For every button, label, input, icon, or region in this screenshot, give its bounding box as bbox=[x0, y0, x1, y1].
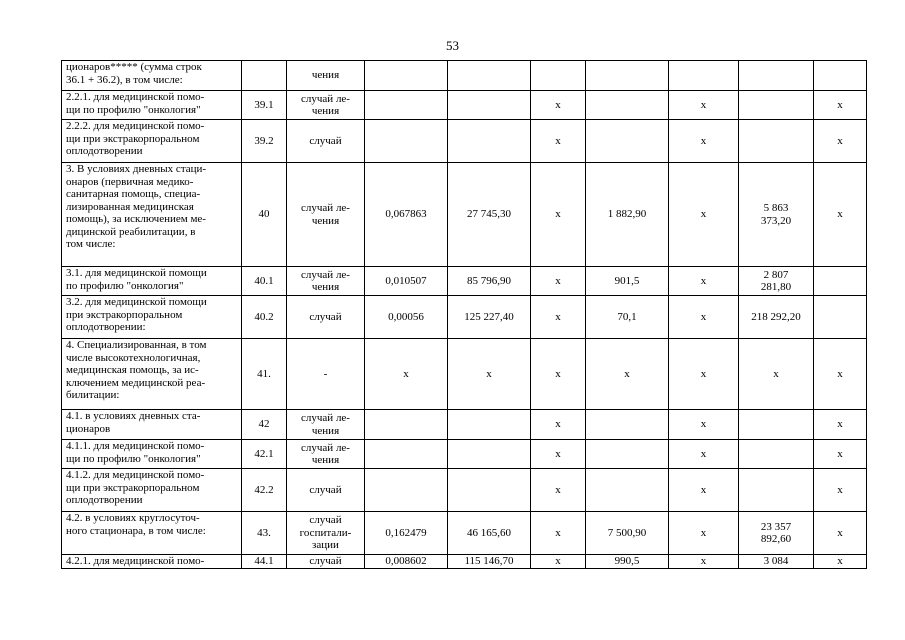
row-label-cell: 3. В условиях дневных стаци- онаров (первичная медико- санитарная помощь, специа- лизированная медицинская помощь), за исключением ме- дицинской реабилитации, в том числе: bbox=[62, 163, 242, 267]
table-cell: 42.1 bbox=[242, 440, 287, 469]
table-cell bbox=[739, 410, 814, 440]
table-cell bbox=[586, 120, 669, 163]
table-cell: 39.1 bbox=[242, 91, 287, 120]
table-cell bbox=[739, 120, 814, 163]
table-cell: 3 084 bbox=[739, 555, 814, 569]
table-cell bbox=[531, 61, 586, 91]
row-label-cell: 4.1.1. для медицинской помо- щи по профилю "онкология" bbox=[62, 440, 242, 469]
table-cell: x bbox=[814, 440, 867, 469]
table-cell: случай ле- чения bbox=[287, 91, 365, 120]
table-cell bbox=[814, 267, 867, 296]
row-label-cell: 3.1. для медицинской помощи по профилю "онкология" bbox=[62, 267, 242, 296]
table-cell: x bbox=[448, 339, 531, 410]
table-cell: 0,008602 bbox=[365, 555, 448, 569]
table-cell: 990,5 bbox=[586, 555, 669, 569]
table-cell: случай ле- чения bbox=[287, 440, 365, 469]
table-cell: 40.2 bbox=[242, 296, 287, 339]
row-label-cell: 4.2.1. для медицинской помо- bbox=[62, 555, 242, 569]
table-cell bbox=[242, 61, 287, 91]
table-cell: x bbox=[669, 512, 739, 555]
table-cell: 41. bbox=[242, 339, 287, 410]
table-cell: 23 357 892,60 bbox=[739, 512, 814, 555]
table-cell: 85 796,90 bbox=[448, 267, 531, 296]
table-cell: случай bbox=[287, 555, 365, 569]
table-cell bbox=[365, 91, 448, 120]
table-cell: чения bbox=[287, 61, 365, 91]
table-cell: x bbox=[531, 440, 586, 469]
table-cell: x bbox=[814, 555, 867, 569]
table-cell: x bbox=[531, 469, 586, 512]
table-cell: x bbox=[531, 410, 586, 440]
row-label-cell: 4. Специализированная, в том числе высокотехнологичная, медицинская помощь, за ис- ключением медицинской реа- билитации: bbox=[62, 339, 242, 410]
table-cell bbox=[739, 469, 814, 512]
table-cell: x bbox=[531, 296, 586, 339]
table-cell: случай bbox=[287, 120, 365, 163]
table-cell: случай ле- чения bbox=[287, 163, 365, 267]
table-cell: 70,1 bbox=[586, 296, 669, 339]
table-cell: 0,067863 bbox=[365, 163, 448, 267]
table-cell: - bbox=[287, 339, 365, 410]
table-cell: x bbox=[669, 267, 739, 296]
table-cell: x bbox=[669, 410, 739, 440]
table-cell: x bbox=[531, 91, 586, 120]
table-cell: 0,00056 bbox=[365, 296, 448, 339]
table-cell: x bbox=[814, 512, 867, 555]
table-cell bbox=[586, 440, 669, 469]
table-cell: x bbox=[531, 555, 586, 569]
table-cell bbox=[586, 469, 669, 512]
table-cell: 0,162479 bbox=[365, 512, 448, 555]
table-cell: 901,5 bbox=[586, 267, 669, 296]
table-cell: 125 227,40 bbox=[448, 296, 531, 339]
table-cell: x bbox=[365, 339, 448, 410]
table-cell: x bbox=[669, 555, 739, 569]
table-cell: 1 882,90 bbox=[586, 163, 669, 267]
table-cell bbox=[448, 469, 531, 512]
table-cell bbox=[448, 61, 531, 91]
table-cell: x bbox=[531, 339, 586, 410]
row-label-cell: 4.1. в условиях дневных ста- ционаров bbox=[62, 410, 242, 440]
table-cell bbox=[365, 120, 448, 163]
table-row bbox=[62, 440, 867, 469]
table-row bbox=[62, 410, 867, 440]
table-cell bbox=[586, 410, 669, 440]
table-cell: x bbox=[586, 339, 669, 410]
table-cell bbox=[365, 440, 448, 469]
table-cell bbox=[586, 91, 669, 120]
table-cell: 27 745,30 bbox=[448, 163, 531, 267]
table-cell: 39.2 bbox=[242, 120, 287, 163]
table-cell bbox=[739, 61, 814, 91]
table-cell: случай ле- чения bbox=[287, 267, 365, 296]
table-cell: x bbox=[669, 296, 739, 339]
table-cell: x bbox=[814, 91, 867, 120]
table-cell bbox=[739, 440, 814, 469]
table-cell: x bbox=[814, 469, 867, 512]
table-row bbox=[62, 120, 867, 163]
table-row bbox=[62, 91, 867, 120]
table-cell: случай госпитали- зации bbox=[287, 512, 365, 555]
table-cell bbox=[448, 120, 531, 163]
table-cell bbox=[365, 410, 448, 440]
data-table bbox=[61, 60, 867, 569]
table-row bbox=[62, 163, 867, 267]
table-cell: x bbox=[814, 163, 867, 267]
table-cell: 7 500,90 bbox=[586, 512, 669, 555]
table-cell: 5 863 373,20 bbox=[739, 163, 814, 267]
table-cell: 40 bbox=[242, 163, 287, 267]
table-cell: x bbox=[669, 120, 739, 163]
table-cell: 40.1 bbox=[242, 267, 287, 296]
table-cell: 46 165,60 bbox=[448, 512, 531, 555]
table-cell: x bbox=[669, 339, 739, 410]
table-cell bbox=[365, 469, 448, 512]
table-cell: x bbox=[531, 163, 586, 267]
page-number: 53 bbox=[446, 38, 459, 53]
table-row bbox=[62, 339, 867, 410]
table-cell bbox=[448, 440, 531, 469]
table-cell: x bbox=[814, 339, 867, 410]
table-row bbox=[62, 296, 867, 339]
table-cell: 42 bbox=[242, 410, 287, 440]
table-cell bbox=[669, 61, 739, 91]
table-cell bbox=[814, 296, 867, 339]
table-cell: x bbox=[814, 410, 867, 440]
table-cell bbox=[448, 410, 531, 440]
table-cell bbox=[586, 61, 669, 91]
table-cell: 43. bbox=[242, 512, 287, 555]
table-cell: 44.1 bbox=[242, 555, 287, 569]
table-cell: x bbox=[669, 469, 739, 512]
table-cell: 42.2 bbox=[242, 469, 287, 512]
table-cell bbox=[739, 91, 814, 120]
table-row bbox=[62, 61, 867, 91]
table-cell: x bbox=[669, 440, 739, 469]
table-cell: x bbox=[739, 339, 814, 410]
table-cell: 115 146,70 bbox=[448, 555, 531, 569]
table-cell: x bbox=[814, 120, 867, 163]
table-cell: случай bbox=[287, 469, 365, 512]
table-cell: 0,010507 bbox=[365, 267, 448, 296]
row-label-cell: 4.2. в условиях круглосуточ- ного стационара, в том числе: bbox=[62, 512, 242, 555]
table-cell: x bbox=[669, 91, 739, 120]
row-label-cell: ционаров***** (сумма строк 36.1 + 36.2), в том числе: bbox=[62, 61, 242, 91]
table-cell: x bbox=[531, 512, 586, 555]
table-cell: 218 292,20 bbox=[739, 296, 814, 339]
table-cell: x bbox=[669, 163, 739, 267]
table-cell: случай ле- чения bbox=[287, 410, 365, 440]
row-label-cell: 2.2.2. для медицинской помо- щи при экстракорпоральном оплодотворении bbox=[62, 120, 242, 163]
table-cell bbox=[814, 61, 867, 91]
table-cell bbox=[365, 61, 448, 91]
table-cell: случай bbox=[287, 296, 365, 339]
table-row bbox=[62, 469, 867, 512]
table-cell bbox=[448, 91, 531, 120]
table-row bbox=[62, 555, 867, 569]
row-label-cell: 4.1.2. для медицинской помо- щи при экстракорпоральном оплодотворении bbox=[62, 469, 242, 512]
table-cell: 2 807 281,80 bbox=[739, 267, 814, 296]
row-label-cell: 2.2.1. для медицинской помо- щи по профилю "онкология" bbox=[62, 91, 242, 120]
table-cell: x bbox=[531, 120, 586, 163]
table-cell: x bbox=[531, 267, 586, 296]
row-label-cell: 3.2. для медицинской помощи при экстракорпоральном оплодотворении: bbox=[62, 296, 242, 339]
table-row bbox=[62, 267, 867, 296]
table-row bbox=[62, 512, 867, 555]
